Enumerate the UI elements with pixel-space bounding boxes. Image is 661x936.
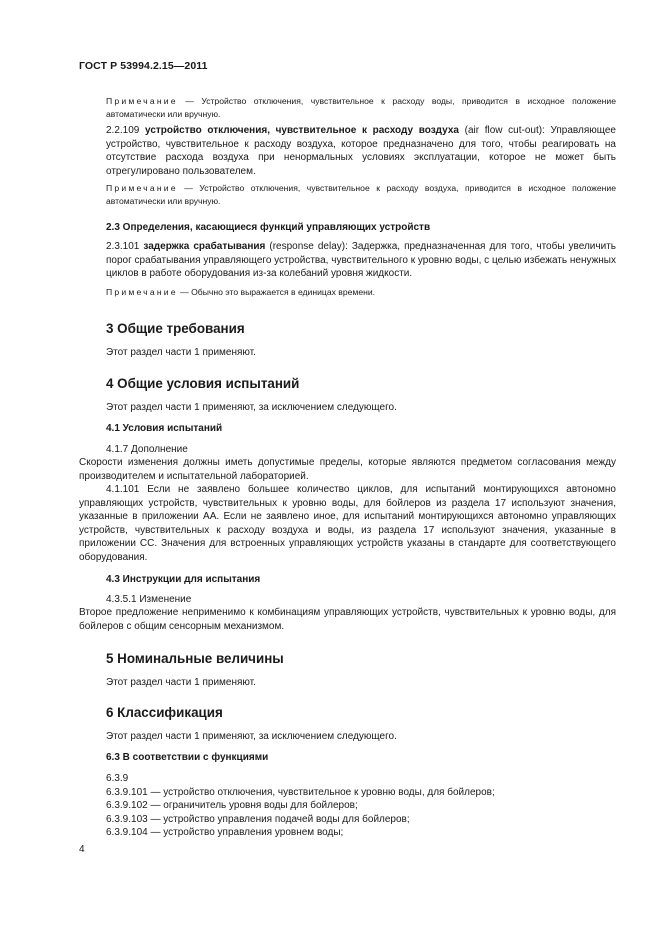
list-item: 6.3.9.102 — ограничитель уровня воды для бойлеров; <box>106 800 358 811</box>
definition-2-2-109 <box>106 124 616 178</box>
section-4-title: 4 Общие условия испытаний <box>106 376 300 391</box>
section-4-text: Этот раздел части 1 применяют, за исключением следующего. <box>106 402 397 413</box>
document-header: ГОСТ Р 53994.2.15—2011 <box>79 60 208 72</box>
page-number: 4 <box>79 844 85 855</box>
list-item: 6.3.9 <box>106 773 129 784</box>
section-4-1-title: 4.1 Условия испытаний <box>106 423 223 434</box>
item-4-1-7-heading: 4.1.7 Дополнение <box>106 444 188 455</box>
section-4-3-title: 4.3 Инструкции для испытания <box>106 574 261 585</box>
note-label: Примечание <box>106 287 178 297</box>
section-6-text: Этот раздел части 1 применяют, за исключением следующего. <box>106 731 397 742</box>
item-4-3-5-1-heading: 4.3.5.1 Изменение <box>106 594 192 605</box>
definition-number: 2.3.101 <box>106 241 140 252</box>
section-5-title: 5 Номинальные величины <box>106 651 284 666</box>
note-text: Устройство отключения, чувствительное к расходу воздуха, приводится в исходное положение автоматически или вручную. <box>106 183 616 206</box>
item-4-1-7-text: Скорости изменения должны иметь допустимые пределы, которые являются предметом согласования между производителем и испытательной лабораторией. <box>79 457 616 482</box>
note-air-flow: Примечание — Устройство отключения, чувствительное к расходу воздуха, приводится в исходное положение автоматически или вручную. <box>106 183 616 206</box>
section-6-3-title: 6.3 В соответствии с функциями <box>106 752 269 763</box>
list-item: 6.3.9.103 — устройство управления подачей воды для бойлеров; <box>106 813 410 825</box>
section-heading-2-3: 2.3 Определения, касающиеся функций управляющих устройств <box>106 222 431 233</box>
note-text: Обычно это выражается в единицах времени. <box>191 287 376 297</box>
definition-text: (air flow cut-out): Управляющее устройство, чувствительное к расходу воздуха, которое предназначено для того, чтобы реагировать на отсутствие расхода воздуха при ненормальных условиях эксплуатации, которое не может быть отрегулировано пользователем. <box>106 125 616 177</box>
note-label: Примечание <box>106 96 178 106</box>
note-time-units: Примечание — Обычно это выражается в единицах времени. <box>106 287 376 297</box>
definition-term: устройство отключения, чувствительное к расходу воздуха <box>145 125 459 136</box>
section-3-title: 3 Общие требования <box>106 321 245 336</box>
list-6-3-9 <box>106 772 616 840</box>
definition-text: (response delay): Задержка, предназначенная для того, чтобы увеличить порог срабатывания управляющего устройства, чувствительного к уровню воды, с целью избежать ненужных циклов в работе оборудования из-за колебаний уровня жидкости. <box>106 241 616 279</box>
section-3-text: Этот раздел части 1 применяют. <box>106 347 256 358</box>
note-water-flow: Примечание — Устройство отключения, чувствительное к расходу воды, приводится в исходное положение автоматически или вручную. <box>106 96 616 119</box>
item-4-3-5-1-text: Второе предложение неприменимо к комбинациям управляющих устройств, чувствительных к уровню воды, для бойлеров с общим сенсорным механизмом. <box>79 607 616 632</box>
definition-2-3-101 <box>106 240 616 281</box>
definition-term: задержка срабатывания <box>143 241 266 252</box>
list-item: 6.3.9.104 — устройство управления уровнем воды; <box>106 827 344 838</box>
note-label: Примечание <box>106 183 178 193</box>
section-6-title: 6 Классификация <box>106 705 223 720</box>
definition-number: 2.2.109 <box>106 125 140 136</box>
note-text: Устройство отключения, чувствительное к расходу воды, приводится в исходное положение автоматически или вручную. <box>106 96 616 119</box>
item-4-1-101: 4.1.101 Если не заявлено большее количество циклов, для испытаний монтирующихся автономно управляющих устройств, чувствительных к уровню воды, для бойлеров из раздела 17 используют значения, указанные в приложении АА. Если не заявлено иное, для испытаний монтирующихся автономно управляющих устройств, чувствительных к расходу воздуха и воды, из раздела 17 используют значения, указанные в приложении СС. Значения для встроенных управляющих устройств указаны в стандарте для соответствующего оборудования. <box>79 484 616 563</box>
list-item: 6.3.9.101 — устройство отключения, чувствительное к уровню воды, для бойлеров; <box>106 786 495 798</box>
section-5-text: Этот раздел части 1 применяют. <box>106 677 256 688</box>
